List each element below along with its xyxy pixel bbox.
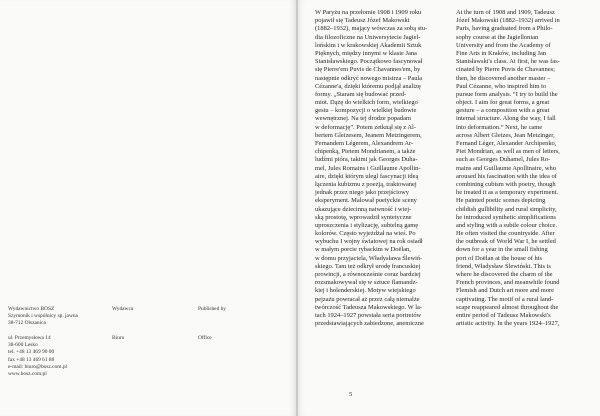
text-line: Fernandem Légerem, Alexandrem Ar- [315, 140, 414, 147]
text-line: Paul Cézanne, who inspired him to [456, 82, 547, 90]
text-line: jednak przez niego jako przejściowy [315, 189, 410, 197]
text-line: he introduced synthetic simplifications [456, 213, 556, 221]
text-line: gesture – a composition with a great [456, 107, 550, 115]
left-page [0, 0, 296, 416]
text-line: then, he discovered another master – [456, 74, 551, 82]
text-line: childish gullibility and rural simplicity, [456, 205, 557, 213]
label-office-pl: Biuro [112, 335, 125, 341]
text-line: cinated by Pierre Puvis de Chavannes; [456, 66, 555, 74]
text-line: At the turn of 1908 and 1909, Tadeusz [456, 9, 555, 16]
text-line: Fine Arts in Kraków, including Jan [456, 49, 547, 57]
english-text-column [456, 9, 588, 328]
text-line: mains and Guillaume Apollinaire, who [456, 164, 556, 172]
text-line: mel, Jules Romains i Guillaume Apollin- [315, 164, 421, 172]
text-line: aroused his fascination with the idea of [456, 172, 557, 180]
text-line: dia filozoficzne na Uniwersytecie Jagiel- [315, 33, 421, 41]
text-line: przedstawiających zabiedzone, anemiczne [315, 320, 424, 328]
text-line: Stanisławskiego. Początkowo fascynował [315, 58, 423, 66]
text-line: miot. Dążę do wielkich form, wielkiego [315, 99, 418, 107]
text-line: się Pierre'em Puvis de Chavannes'em, by [315, 66, 421, 74]
text-line: kiej i holenderskiej. Motyw wiejskiego [315, 287, 416, 295]
text-line: aire, dzięki którym ulegl fascynacji ideą [315, 172, 419, 180]
text-line: wewnętrznej. Na tej drodze popadam [315, 115, 411, 123]
text-line: w małym porcie rybackim w Doëlan, [315, 246, 411, 254]
text-line: rozsmakowywał się w sztuce flamandz- [315, 279, 418, 287]
text-line: eksperyment. Malował poetyckie sceny [315, 197, 417, 205]
text-line: W Paryżu na przełomie 1908 i 1909 roku [315, 9, 422, 16]
contact-block [8, 335, 67, 378]
contact-line: 38-600 Lesko [8, 342, 38, 349]
text-line: formy. „Staram się budować przed- [315, 90, 407, 98]
text-line: ukazujące dziecinną naiwność i wiej- [315, 205, 412, 213]
text-line: and styling with a subtle colour choice. [456, 221, 558, 229]
text-line: Fernand Léger, Alexander Archipenko, [456, 140, 557, 147]
polish-text-column [315, 9, 447, 328]
label-publisher-pl: Wydawca [112, 306, 134, 312]
text-line: łączenia kubizmu z poezją, traktowanej [315, 180, 417, 188]
text-line: skiego. Tam też odkrył urodę francuskiej [315, 262, 421, 270]
text-line: kolorów. Często wyjeżdżał na wieś. Po [315, 230, 416, 238]
text-line: internal structure. Along the way, I fall [456, 115, 556, 123]
text-line: the outbreak of World War I, he settled [456, 238, 556, 246]
text-line: Flemish and Dutch art more and more [456, 287, 554, 295]
text-line: captivating. The motif of a rural land- [456, 295, 554, 303]
text-line: Paris, having graduated from a Philo- [456, 25, 553, 33]
text-line: pejzażu powracał aż przez całą niemalże [315, 295, 420, 303]
text-line: he treated it as a temporary experiment. [456, 189, 559, 197]
text-line: where he discovered the charm of the [456, 271, 553, 278]
text-line: w domu przyjaciela, Władysława Ślewiń- [315, 254, 423, 262]
text-line: w deformację”. Potem zetknął się z Al- [315, 123, 416, 131]
text-line: uproszczenia i stylizację, subtelną gamę [315, 221, 419, 229]
text-line: University and from the Academy of [456, 41, 551, 49]
text-line: He painted poetic scenes depicting [456, 197, 546, 205]
text-line: lońskim i w krakowskiej Akademii Sztuk [315, 41, 422, 49]
text-line: port of Doëlan at the house of his [456, 254, 542, 262]
text-line: twórczość Tadeusza Makowskiego. W la- [315, 303, 422, 311]
text-line: pojawił się Tadeusz Józef Makowski [315, 17, 410, 25]
text-line: gestu – kompozycji o wielkiej budowie [315, 107, 417, 115]
text-line: (1882–1932), mający wówczas za sobą stu- [315, 25, 428, 33]
label-office-en: Office [198, 335, 212, 341]
text-line: następnie odkryć nowego mistrza – Paula [315, 74, 423, 82]
text-line: down for a year in the small fishing [456, 246, 548, 254]
publisher-line: Szymonik i wspólnicy sp. jawna [8, 313, 78, 320]
text-line: across Albert Gleizes, Jean Metzinger, [456, 131, 555, 139]
text-line: Pięknych, między innymi w klasie Jana [315, 49, 417, 57]
text-line: artistic activity. In the years 1924–1927, [456, 320, 560, 328]
contact-line: e-mail: biuro@bosz.com.pl [8, 363, 68, 370]
contact-line: fax +48 13 469 61 88 [8, 356, 55, 363]
text-line: combining cubism with poetry, though [456, 180, 556, 188]
right-page [298, 0, 600, 416]
text-line: into deformation.” Next, he came [456, 123, 543, 131]
text-line: French provinces, and meanwhile found [456, 279, 560, 287]
text-line: He often visited the countryside. After [456, 230, 555, 238]
text-line: tach 1924–1927 powstała seria portretów [315, 311, 422, 319]
page-number: 5 [349, 391, 353, 398]
text-line: bertem Gleizesem, Jeanem Metzingerem, [315, 131, 422, 139]
text-line: such as Georges Duhamel, Jules Ro- [456, 156, 551, 164]
contact-line: www.bosz.com.pl [8, 371, 47, 378]
text-line: friend, Władysław Ślewiński. This is [456, 262, 551, 270]
text-line: wybuchu I wojny światowej na rok osiadł [315, 238, 423, 246]
publisher-line: 38-712 Olszanica [8, 320, 46, 327]
text-line: Stanisławski's class. At first, he was fas- [456, 58, 560, 66]
publisher-block [8, 306, 78, 328]
text-line: ską prostotę, wprowadził syntetyczne [315, 213, 412, 221]
text-line: ludźmi pióra, takimi jak Georges Duha- [315, 156, 418, 164]
publisher-line: Wydawnictwo BOSZ [8, 306, 55, 312]
contact-line: ul. Przemysłowa 14 [8, 335, 51, 341]
contact-line: tel. +48 13 469 90 00 [8, 349, 55, 356]
label-publisher-en: Published by [198, 306, 227, 312]
text-line: prowincji, a równocześnie coraz bardziej [315, 271, 421, 278]
text-line: Cézanne'a, dzięki któremu podjął analizę [315, 82, 421, 90]
text-line: scape reappeared almost throughout the [456, 303, 559, 311]
text-line: sophy course at the Jagiellonian [456, 33, 539, 41]
text-line: Piet Mondrian, as well as men of letters, [456, 148, 560, 156]
text-line: entire period of Tadeusz Makowski's [456, 311, 551, 319]
text-line: Józef Makowski (1882–1932) arrived in [456, 17, 560, 25]
text-line: chipenką, Pietem Mondrianem, a także [315, 148, 416, 156]
text-line: object. I aim for great forms, a great [456, 99, 550, 107]
text-line: pursue form analysis. “I try to build the [456, 90, 558, 98]
